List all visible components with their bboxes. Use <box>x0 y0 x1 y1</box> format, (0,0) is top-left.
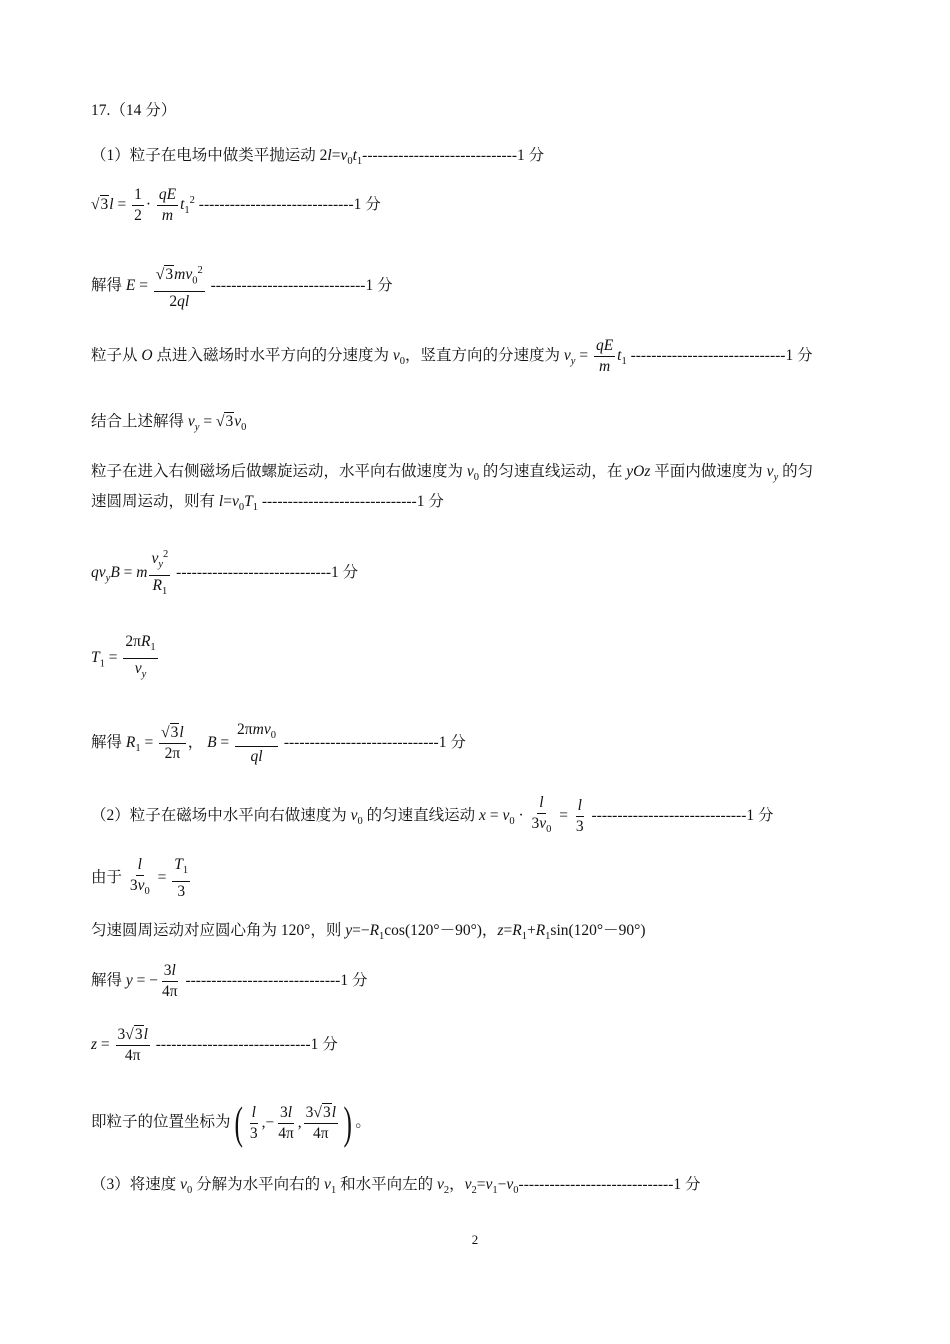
line-part2-intro: （2）粒子在磁场中水平向右做速度为 $v_0$ 的匀速直线运动 $x = v_0$ · $\frac{l}{3v_0}$ = $\frac{l}{3}$ ------------------------------1 分 <box>91 794 774 836</box>
equation-displacement: √3l = $\frac{1}{2}$ · $\frac{qE}{m}$ $t_1^2$ ------------------------------1 分 <box>91 186 381 224</box>
line-angle: 匀速圆周运动对应圆心角为 120°，则 $y=-R_1\cos(120^\circ-90^\circ)$，$z=R_1+R_1\sin(120^\circ-90^\circ)$ <box>91 922 646 943</box>
equation-lorentz: $qv_yB = m$ $\frac{v_y^2}{R_1}$ ------------------------------1 分 <box>91 546 358 601</box>
equation-field-E: 解得 E = $\frac{√3mv_0^2}{2ql}$ ------------------------------1 分 <box>91 262 393 311</box>
line-velocity-components: 粒子从 O 点进入磁场时水平方向的分速度为 $v_0$，竖直方向的分速度为 $v_y$ = $\frac{qE}{m}$ $t_1$ ------------------------------1 分 <box>91 337 813 375</box>
equation-z: z = $\frac{3√3l}{4\pi}$ ------------------------------1 分 <box>91 1026 338 1064</box>
line-vy-result: 结合上述解得 $v_y = √3v_0$ <box>91 413 247 434</box>
equation-R1-B: 解得 $R_1$ = $\frac{√3l}{2\pi}$ ， B = $\frac{2\pi mv_0}{ql}$ ------------------------------1 分 <box>91 721 466 766</box>
line-part3-intro: （3）将速度 $v_0$ 分解为水平向右的 $v_1$ 和水平向左的 $v_2$，$v_2=v_1-v_0------------------------------1$ 分 <box>91 1176 701 1197</box>
line-spiral-motion: 粒子在进入右侧磁场后做螺旋运动，水平向右做速度为 $v_0$ 的匀速直线运动，在 yOz 平面内做速度为 $v_y$ 的匀 <box>91 463 814 484</box>
line-spiral-motion-2: 速圆周运动，则有 $l=v_0T_1$ ------------------------------1 分 <box>91 493 444 514</box>
equation-period: $T_1$ = $\frac{2\pi R_1}{v_y}$ <box>91 633 156 681</box>
page-number: 2 <box>471 1232 479 1247</box>
question-header: 17.（14 分） <box>91 102 177 119</box>
equation-y: 解得 y = − $\frac{3l}{4\pi}$ ------------------------------1 分 <box>91 962 368 1000</box>
line-part1-intro: （1）粒子在电场中做类平抛运动 $2l=v_0t_1------------------------------1$ 分 <box>91 147 545 168</box>
line-position: 即粒子的位置坐标为 ( $\frac{l}{3}$ ,− $\frac{3l}{4\pi}$ , $\frac{3√3l}{4\pi}$ ) 。 <box>91 1097 371 1148</box>
line-since: 由于 $\frac{l}{3v_0}$ = $\frac{T_1}{3}$ <box>91 856 189 901</box>
